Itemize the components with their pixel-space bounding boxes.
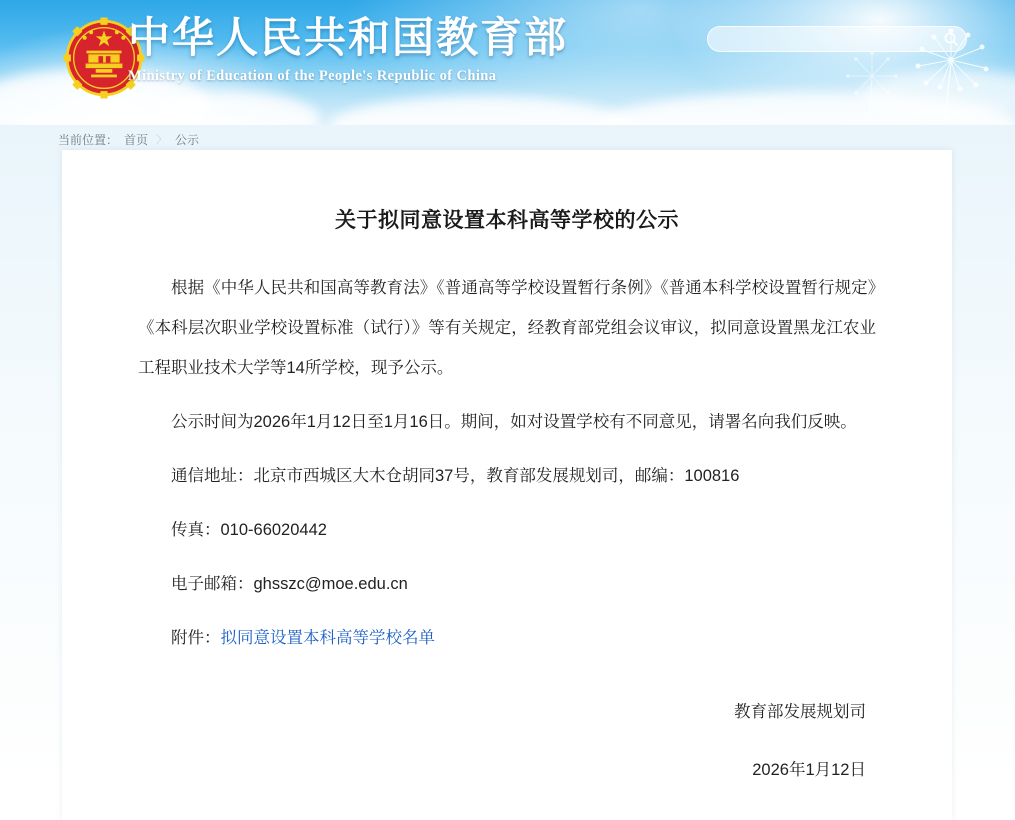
- article-paragraph-4: 传真：010-66020442: [171, 521, 327, 539]
- breadcrumb-separator-icon: 〉: [156, 134, 168, 146]
- search-input[interactable]: [708, 28, 936, 50]
- article-paragraph-3: 通信地址：北京市西城区大木仓胡同37号，教育部发展规划司，邮编：100816: [171, 467, 740, 485]
- signature-date: 2026年1月12日: [752, 761, 866, 779]
- site-title-cn: 中华人民共和国教育部: [128, 16, 569, 62]
- attachment-label: 附件：: [171, 629, 221, 647]
- article-card: [62, 150, 952, 820]
- search-icon: [943, 31, 959, 47]
- cloud-decoration: [330, 96, 630, 125]
- signature-department: 教育部发展规划司: [734, 703, 866, 721]
- article-paragraph-5: 电子邮箱：ghsszc@moe.edu.cn: [171, 575, 408, 593]
- search-button[interactable]: [936, 27, 966, 51]
- breadcrumb: [58, 130, 199, 148]
- breadcrumb-item-home[interactable]: 首页: [124, 132, 149, 147]
- site-title-block: [128, 14, 568, 85]
- page-title: 关于拟同意设置本科高等学校的公示: [335, 209, 679, 232]
- attachment-link[interactable]: 拟同意设置本科高等学校名单: [220, 629, 435, 647]
- site-header-banner: [0, 0, 1015, 125]
- site-search[interactable]: [707, 26, 967, 52]
- article-paragraph-2: 公示时间为2026年1月12日至1月16日。期间，如对设置学校有不同意见，请署名向我们反映。: [171, 413, 857, 431]
- breadcrumb-item-notice[interactable]: 公示: [175, 132, 200, 147]
- article-paragraph-1: 根据《中华人民共和国高等教育法》《普通高等学校设置暂行条例》《普通本科学校设置暂行规定》《本科层次职业学校设置标准（试行）》等有关规定，经教育部党组会议审议，拟同意设置黑龙江农业工程职业技术大学等14所学校，现予公示。: [138, 279, 876, 377]
- breadcrumb-label: 当前位置：: [58, 132, 119, 147]
- attachment-line: [138, 618, 876, 658]
- signature-block: [138, 692, 876, 790]
- dandelion-icon: [837, 46, 907, 116]
- site-title-en: Ministry of Education of the People's Republic of China: [128, 68, 497, 84]
